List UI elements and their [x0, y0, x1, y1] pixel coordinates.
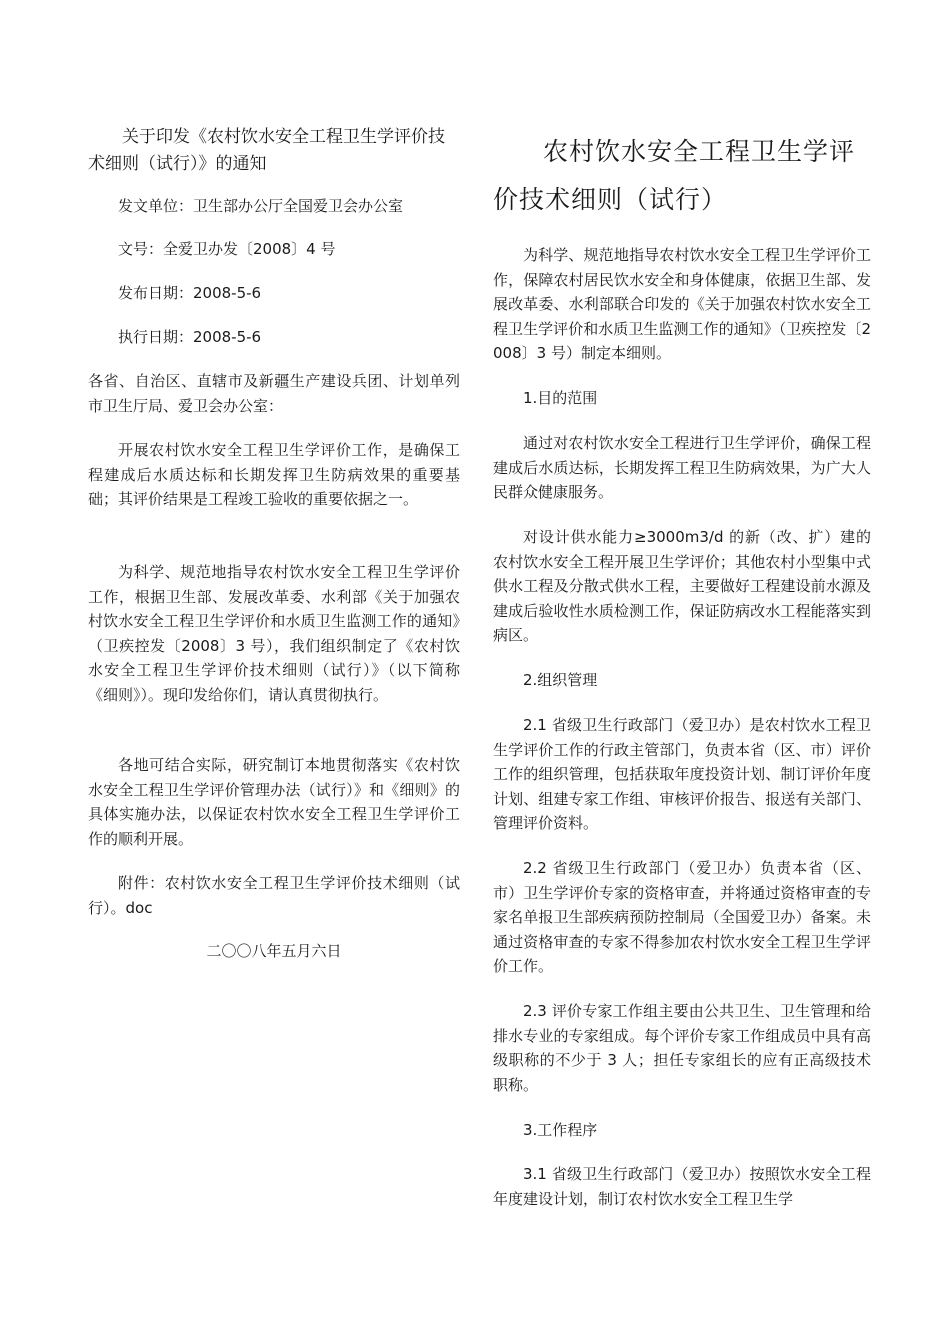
section-2-2: 2.2 省级卫生行政部门（爱卫办）负责本省（区、市）卫生学评价专家的资格审查，并将通过资格审查的专家名单报卫生部疾病预防控制局（全国爱卫办）备案。未通过资格审查的专家不得参加农村饮水安全工程卫生学评价工作。: [493, 859, 871, 975]
publish-date-line: 发布日期：2008-5-6: [118, 284, 262, 302]
attachment-line: 附件：农村饮水安全工程卫生学评价技术细则（试行）。doc: [88, 874, 460, 917]
issuer-line: 发文单位：卫生部办公厅全国爱卫会办公室: [118, 197, 404, 215]
section-heading-2: 2.组织管理: [523, 671, 598, 689]
rules-intro: 为科学、规范地指导农村饮水安全工程卫生学评价工作，保障农村居民饮水安全和身体健康，依据卫生部、发展改革委、水利部联合印发的《关于加强农村饮水安全工程卫生学评价和水质卫生监测工作的通知》（卫疾控发〔2008〕3 号）制定本细则。: [493, 246, 871, 362]
doc-number-line: 文号：全爱卫办发〔2008〕4 号: [118, 240, 336, 258]
section-heading-3: 3.工作程序: [523, 1121, 598, 1139]
section-heading-1: 1.目的范围: [523, 389, 598, 407]
notice-title: 关于印发《农村饮水安全工程卫生学评价技术细则（试行）》的通知: [88, 127, 445, 174]
section-1-paragraph-1: 通过对农村饮水安全工程进行卫生学评价，确保工程建成后水质达标，长期发挥工程卫生防病效果，为广大人民群众健康服务。: [493, 434, 871, 501]
signed-date: 二〇〇八年五月六日: [206, 942, 342, 960]
rules-title: 农村饮水安全工程卫生学评价技术细则（试行）: [493, 137, 856, 214]
notice-paragraph-1: 开展农村饮水安全工程卫生学评价工作，是确保工程建成后水质达标和长期发挥卫生防病效果的重要基础；其评价结果是工程竣工验收的重要依据之一。: [88, 441, 460, 508]
notice-paragraph-2: 为科学、规范地指导农村饮水安全工程卫生学评价工作，根据卫生部、发展改革委、水利部《关于加强农村饮水安全工程卫生学评价和水质卫生监测工作的通知》（卫疾控发〔2008〕3 号），我们组织制定了《农村饮水安全工程卫生学评价技术细则（试行）》（以下简称《细则》）。现印发给你们，请认真贯彻执行。: [88, 563, 460, 704]
section-2-1: 2.1 省级卫生行政部门（爱卫办）是农村饮水工程卫生学评价工作的行政主管部门，负责本省（区、市）评价工作的组织管理，包括获取年度投资计划、制订评价年度计划、组建专家工作组、审核评价报告、报送有关部门、管理评价资料。: [493, 716, 871, 832]
section-3-1: 3.1 省级卫生行政部门（爱卫办）按照饮水安全工程年度建设计划，制订农村饮水安全工程卫生学: [493, 1165, 871, 1208]
section-2-3: 2.3 评价专家工作组主要由公共卫生、卫生管理和给排水专业的专家组成。每个评价专家工作组成员中具有高级职称的不少于 3 人；担任专家组长的应有正高级技术职称。: [493, 1002, 871, 1094]
effective-date-line: 执行日期：2008-5-6: [118, 328, 262, 346]
notice-paragraph-3: 各地可结合实际，研究制订本地贯彻落实《农村饮水安全工程卫生学评价管理办法（试行）》和《细则》的具体实施办法，以保证农村饮水安全工程卫生学评价工作的顺利开展。: [88, 756, 460, 848]
section-1-paragraph-2: 对设计供水能力≥3000m3/d 的新（改、扩）建的农村饮水安全工程开展卫生学评价；其他农村小型集中式供水工程及分散式供水工程，主要做好工程建设前水源及建成后验收性水质检测工作，保证防病改水工程能落实到病区。: [493, 528, 871, 644]
addressees: 各省、自治区、直辖市及新疆生产建设兵团、计划单列市卫生厅局、爱卫会办公室：: [88, 372, 460, 415]
